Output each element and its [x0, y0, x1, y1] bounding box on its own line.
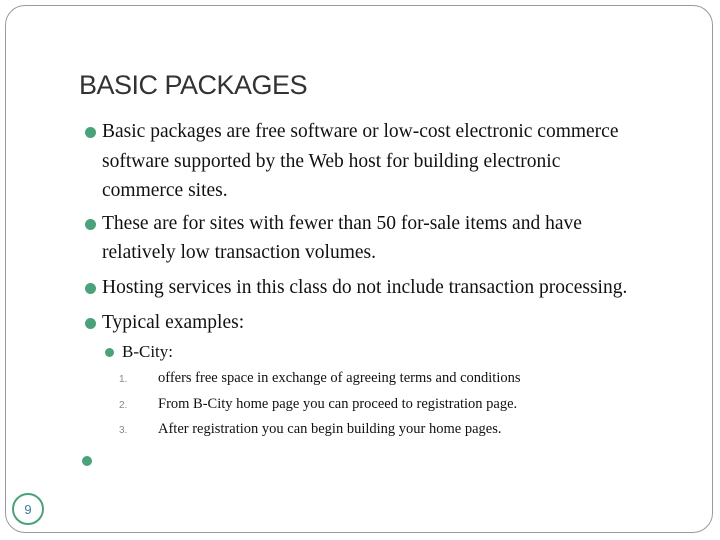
- bullet-1-line-1: Basic packages are free software or low-cost electronic commerce: [102, 121, 619, 142]
- numbered-item-text: offers free space in exchange of agreeing terms and conditions: [158, 370, 521, 386]
- empty-bullet-dot-icon: [82, 456, 92, 466]
- slide-title: BASIC PACKAGES: [79, 70, 308, 100]
- numbered-item-number: 3.: [119, 425, 128, 436]
- numbered-item-text: From B-City home page you can proceed to registration page.: [158, 396, 518, 412]
- bullet-dot-icon: [85, 318, 96, 329]
- bullet-2-line-1: These are for sites with fewer than 50 for-sale items and have: [102, 213, 582, 234]
- bullet-1-line-2: software supported by the Web host for building electronic: [102, 151, 561, 172]
- numbered-item-text: After registration you can begin building your home pages.: [158, 421, 502, 437]
- bullet-dot-icon: [85, 219, 96, 230]
- numbered-item-number: 1.: [119, 374, 128, 385]
- bullet-dot-icon: [85, 127, 96, 138]
- sub-bullet-dot-icon: [105, 348, 114, 357]
- bullet-dot-icon: [85, 283, 96, 294]
- bullet-1-line-3: commerce sites.: [102, 180, 228, 201]
- bullet-2-line-2: relatively low transaction volumes.: [102, 242, 377, 263]
- bullet-3-line-1: Hosting services in this class do not include transaction processing.: [102, 277, 628, 298]
- page-number: 9: [12, 493, 44, 525]
- numbered-item-number: 2.: [119, 400, 128, 411]
- sub-bullet-text: B-City:: [122, 342, 174, 361]
- bullet-4-line-1: Typical examples:: [102, 312, 245, 333]
